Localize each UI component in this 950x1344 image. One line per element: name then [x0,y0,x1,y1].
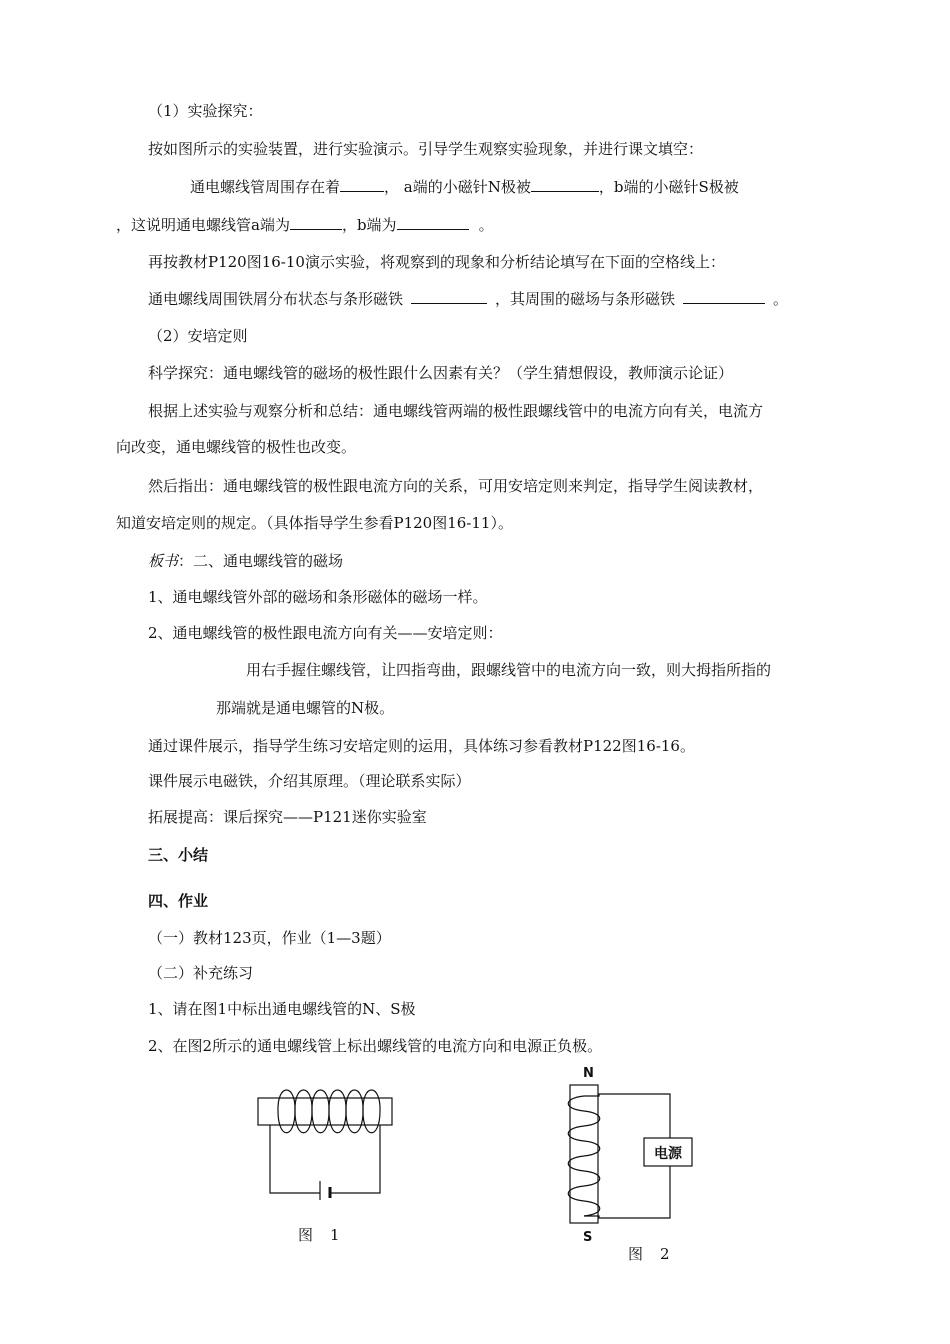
paragraph: 拓展提高：课后探究——P121迷你实验室 [148,808,427,826]
paragraph: 再按教材P120图16-10演示实验，将观察到的现象和分析结论填写在下面的空格线上： [148,253,725,271]
blank-field[interactable] [290,215,342,230]
power-source-label: 电源 [654,1146,682,1162]
homework-item: （一）教材123页，作业（1—3题） [148,929,391,947]
paragraph: 然后指出：通电螺线管的极性跟电流方向的关系，可用安培定则来判定，指导学生阅读教材， [148,477,764,495]
blank-field[interactable] [340,177,384,192]
text: ：二、通电螺线管的磁场 [178,552,344,570]
text: 通电螺线管周围存在着 [190,178,341,196]
text: ，b端的小磁针S极被 [598,178,739,196]
homework-item: （二）补充练习 [148,964,254,982]
fill-in-sentence [148,289,788,309]
rule-statement: 那端就是通电螺管的N极。 [216,699,395,717]
rule-statement: 用右手握住螺线管，让四指弯曲，跟螺线管中的电流方向一致，则大拇指所指的 [246,661,772,679]
figure-1-caption: 图 1 [298,1226,341,1244]
paragraph: 通过课件展示，指导学生练习安培定则的运用，具体练习参看教材P122图16-16。 [148,737,695,755]
figure-2-caption: 图 2 [628,1245,671,1263]
list-item: 1、通电螺线管外部的磁场和条形磁体的磁场一样。 [148,588,488,606]
blackboard-line [148,551,343,571]
blank-field[interactable] [531,177,599,192]
paragraph: 课件展示电磁铁，介绍其原理。（理论联系实际） [148,772,471,790]
blank-field[interactable] [397,215,469,230]
paragraph: 根据上述实验与观察分析和总结：通电螺线管两端的极性跟螺线管中的电流方向有关，电流方 [148,402,764,420]
section-heading-homework: 四、作业 [148,892,209,910]
text: 。 [478,216,494,234]
paragraph: 科学探究：通电螺线管的磁场的极性跟什么因素有关？（学生猜想假设，教师演示论证） [148,364,734,382]
blackboard-label: 板书 [148,552,179,570]
south-pole-label: S [583,1230,593,1245]
paragraph: 向改变，通电螺线管的极性也改变。 [116,438,357,456]
list-item: 2、通电螺线管的极性跟电流方向有关——安培定则： [148,624,503,642]
text: 通电螺线周围铁屑分布状态与条形磁铁 [148,290,404,308]
paragraph: 按如图所示的实验装置，进行实验演示。引导学生观察实验现象，并进行课文填空： [148,140,704,158]
north-pole-label: N [583,1066,594,1081]
figure-1-solenoid-diagram [250,1085,400,1200]
exercise-item: 2、在图2所示的通电螺线管上标出螺线管的电流方向和电源正负极。 [148,1037,603,1055]
section-heading-summary: 三、小结 [148,846,209,864]
blank-field[interactable] [683,289,765,304]
fill-in-sentence [190,177,739,197]
text: ，这说明通电螺线管a端为 [116,216,290,234]
blank-field[interactable] [411,289,487,304]
text: ，其周围的磁场与条形磁铁 [495,290,676,308]
paragraph: 知道安培定则的规定。（具体指导学生参看P120图16-11）。 [116,514,513,532]
section-heading-ampere: （2）安培定则 [148,327,248,345]
section-heading-experiment: （1）实验探究： [148,102,263,120]
fill-in-sentence [116,215,494,235]
text: ，b端为 [341,216,397,234]
text: ， a端的小磁针N极被 [384,178,531,196]
exercise-item: 1、请在图1中标出通电螺线管的N、S极 [148,1000,416,1018]
text: 。 [773,290,789,308]
